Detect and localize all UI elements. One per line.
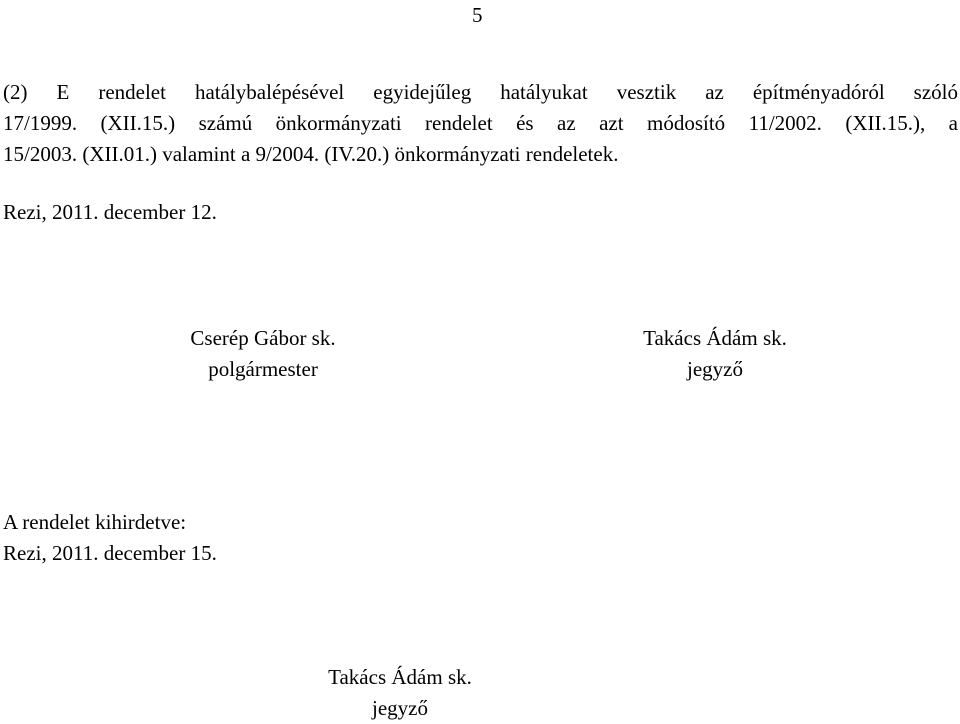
final-signature-name: Takács Ádám sk. — [328, 665, 472, 689]
notary-title: jegyző — [687, 357, 743, 381]
promulgation-label: A rendelet kihirdetve: — [3, 510, 187, 534]
mayor-name: Cserép Gábor sk. — [190, 326, 336, 350]
mayor-signature-block — [148, 323, 378, 385]
promulgation-date: Rezi, 2011. december 15. — [3, 541, 217, 565]
paragraph-line-3: 15/2003. (XII.01.) valamint a 9/2004. (IV.20.) önkormányzati rendeletek. — [3, 142, 619, 166]
paragraph-line-1: (2) E rendelet hatálybalépésével egyidejűleg hatályukat vesztik az építményadóról szóló — [3, 80, 958, 104]
repeal-paragraph — [3, 77, 958, 170]
final-signature-title: jegyző — [372, 696, 428, 720]
notary-name: Takács Ádám sk. — [643, 326, 787, 350]
mayor-title: polgármester — [208, 357, 318, 381]
promulgation-block — [3, 507, 217, 569]
final-signature-block — [285, 662, 515, 724]
notary-signature-block — [600, 323, 830, 385]
paragraph-line-2: 17/1999. (XII.15.) számú önkormányzati rendelet és az azt módosító 11/2002. (XII.15.), a — [3, 111, 958, 135]
place-date: Rezi, 2011. december 12. — [3, 200, 217, 224]
page-number: 5 — [472, 3, 483, 27]
